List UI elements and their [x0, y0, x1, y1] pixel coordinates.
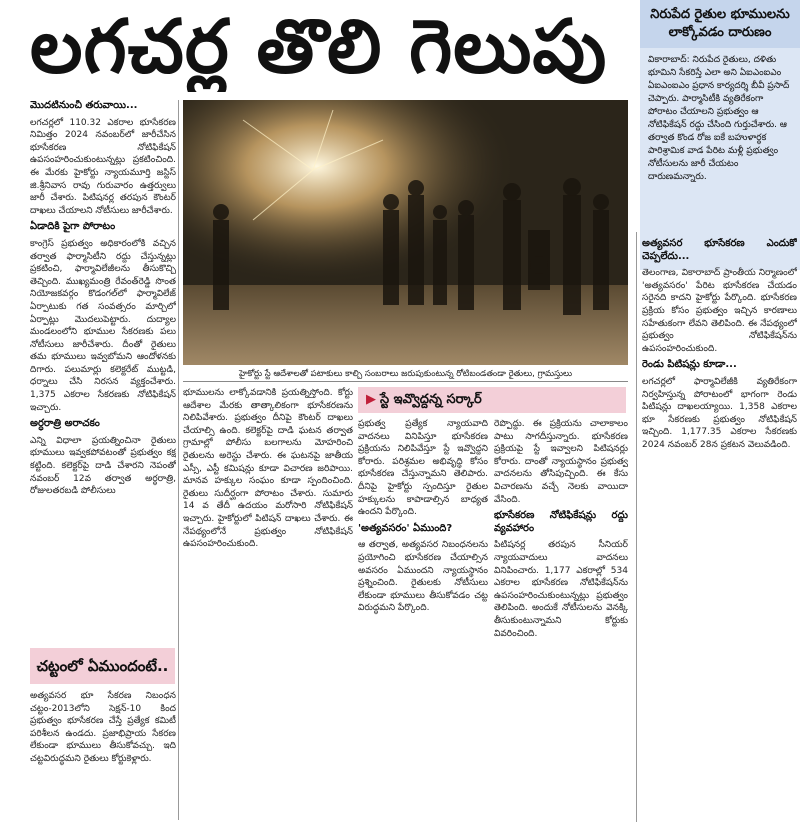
paragraph: ఎన్ని విధాలా ప్రయత్నించినా రైతులు భూములు ఇవ్వకపోవటంతో ప్రభుత్వం కక్ష కట్టింది. కలెక్టర్‌పై దాడి చేశారని నెపంతో నవంబర్ 12వ తర్వాత అర్ధరాత్రి, రోజులతరబడి పోలీసులు: [30, 435, 176, 497]
subheading: అత్యవసర భూసేకరణ ఎందుకో చెప్పలేదు...: [642, 238, 797, 262]
photo-illustration: [183, 100, 628, 365]
sidebar-box: [640, 0, 800, 270]
photo-caption: హైకోర్టు స్టే ఆదేశాలతో పటాకులు కాల్చి సంబరాలు జరుపుకుంటున్న రోటిబండతండా రైతులు, గ్రామస్తులు: [183, 367, 628, 382]
column-3: [358, 418, 488, 818]
paragraph: ఆ తర్వాత, అత్యవసర నిబంధనలను ప్రయోగించి భూసేకరణ చేయాల్సిన అవసరం ఏముందని న్యాయస్థానం ప్రశ్నించింది. రైతులకు నోటీసులు లేకుండా భూములు తీసుకోవడం చట్ట విరుద్ధమని పేర్కొంది.: [358, 540, 488, 614]
column-1: [30, 100, 176, 645]
paragraph: లగచర్లలో 110.32 ఎకరాల భూసేకరణ నిమిత్తం 2024 నవంబర్‌లో జారీచేసిన భూసేకరణ నోటిఫికేషన్ ఉపసంహరించుకుంటున్నట్లు ప్రకటించింది. ఈ మేరకు హైకోర్టు న్యాయమూర్తి జస్టిస్ జి.శ్రీనివాస రావు గురువారం ఉత్తర్వులు జారీ చేశారు. పిటిషనర్ల తరపున కౌంటర్ దాఖలు చేయాలని నోటీసులు జారీచేశారు.: [30, 117, 176, 216]
paragraph: రెప్పొద్దు. ఈ ప్రక్రియను చాలాకాలం పాటు సాగదీస్తున్నారు. భూసేకరణ ప్రక్రియపై స్టే ఇవ్వాలని పిటిషనర్లు కోరారు. దాంతో న్యాయస్థానం ప్రభుత్వ వాదనలను తోసిపుచ్చింది. ఈ కేసు విచారణను వచ్చే నెలకు వాయిదా వేసింది.: [494, 419, 628, 505]
column-4: [494, 418, 628, 818]
headline: లగచర్ల తొలి గెలుపు: [30, 4, 608, 90]
subheading: భూసేకరణ నోటిఫికేషన్లు రద్దు వ్యవహారం: [494, 510, 628, 534]
paragraph: తెలంగాణ, వికారాబాద్ ప్రాంతీయ నిర్మాణంలో 'అత్యవసరం' పేరిట భూసేకరణ చేయడం సరైనది కాదని హైకోర్టు పేర్కొంది. భూసేకరణ ప్రక్రియ కోసం ప్రభుత్వం ఇచ్చిన కారణాలు సహేతుకంగా లేవని తెలిపింది. ఈ నేపథ్యంలో ప్రభుత్వం నోటిఫికేషన్‌ను ఉపసంహరించుకుంది.: [642, 268, 797, 354]
column-5: [642, 238, 797, 823]
paragraph: ప్రభుత్వ ప్రత్యేక న్యాయవాది వాదనలు వినిపిస్తూ భూసేకరణ ప్రక్రియను నిలిపివేస్తూ స్టే ఇవ్వొద్దని కోరారు. పరిశ్రమల అభివృద్ధి కోసం భూసేకరణ చేస్తున్నామని తెలిపారు. దీనిపై హైకోర్టు స్పందిస్తూ రైతుల హక్కులను కాపాడాల్సిన బాధ్యత ఉందని పేర్కొంది.: [358, 419, 488, 518]
subheading: ఏడాదికి పైగా పోరాటం: [30, 221, 116, 233]
photo-fireworks: [183, 100, 628, 365]
subheading: అర్ధరాత్రి అరాచకం: [30, 418, 100, 430]
column-divider: [178, 100, 179, 820]
paragraph: లగచర్లలో ఫార్మావిలేజీకి వ్యతిరేకంగా నిర్వహిస్తున్న పోరాటంలో భాగంగా రెండు పిటిషన్లు దాఖలయ్యాయి. 1,358 ఎకరాల భూ సేకరణకు ప్రభుత్వం నోటిఫికేషన్ ఇచ్చింది. 1,177.35 ఎకరాల సేకరణకు 2024 నవంబర్ 28న ప్రకటన వెలువడింది.: [642, 376, 797, 450]
subheading: రెండు పిటిషన్లు కూడా...: [642, 359, 737, 371]
arrow-icon: ▶: [366, 392, 376, 407]
info-box-heading: చట్టంలో ఏముందంటే..: [30, 648, 175, 684]
inset-heading: ▶ స్టే ఇవ్వొద్దన్న సర్కార్: [358, 387, 626, 413]
column-divider: [636, 232, 637, 822]
paragraph: కాంగ్రెస్ ప్రభుత్వం అధికారంలోకి వచ్చిన తర్వాత ఫార్మాసిటీని రద్దు చేస్తున్నట్లు ప్రకటించి, ఫార్మావిలేజీలను తీసుకొచ్చి తెచ్చింది. ముఖ్యమంత్రి రేవంత్‌రెడ్డి సొంత నియోజకవర్గం కొడంగల్‌లో ఫార్మావిలేజ్ ఏర్పాటుకు గత సంవత్సరం మార్చిలో ఏర్పాట్లు మొదలుపెట్టారు. దుద్యాల మండలంలోని భూముల సేకరణకు పలు నోటీసులు జారీచేశారు. దీంతో రైతులు తమ భూములు ఇవ్వబోమని ఆందోళనకు దిగారు. పలుమార్లు కలెక్టరేట్ ముట్టడి, ధర్నాలు చేసి నిరసన వ్యక్తంచేశారు. 1,375 ఎకరాల సేకరణకు నోటిఫికేషన్ ఇచ్చారు.: [30, 238, 176, 413]
subheading: 'అత్యవసరం' ఏముంది?: [358, 522, 453, 534]
sidebar-box-title: నిరుపేద రైతుల భూములను లాక్కోవడం దారుణం: [640, 0, 800, 48]
kicker: మొదటినుంచీ తరువాయి...: [30, 100, 138, 111]
info-box-body: [30, 690, 176, 820]
column-2: [183, 387, 353, 822]
sidebar-box-body: వికారాబాద్: నిరుపేద రైతులు, దళితు భూమిని సేకరిస్తే ఎలా అని ఏఐఎంఐఎం ఏఐఎంఐఎం ప్రధాన కార్యదర్శి బీవీ ప్రసాద్ చెప్పారు. పార్మాసిటీకి వ్యతిరేకంగా పోరాటం చేయాలని ప్రభుత్వం ఆ నోటిఫికేషన్ రద్దు చేసింది గుర్తుచేశారు. ఆ తర్వాత కొండ రోజ ఐకే బహుళార్థక పారిశ్రామిక వాడ పేరిట మళ్లీ ప్రభుత్వం నోటీసులను జారీ చేయటం దారుణమన్నారు.: [648, 55, 790, 182]
paragraph: పిటిషనర్ల తరపున సీనియర్ న్యాయవాదులు వాదనలు వినిపించారు. 1,177 ఎకరాల్లో 534 ఎకరాల భూసేకరణ నోటిఫికేషన్‌ను ఉపసంహరించుకుంటున్నట్లు ప్రభుత్వం తెలిపింది. అందుకే నోటీసులను వెనక్కి తీసుకుంటున్నామని కోర్టుకు వివరించింది.: [494, 540, 628, 639]
paragraph: భూములను లాక్కోవడానికి ప్రయత్నిస్తోంది. కోర్టు ఆదేశాల మేరకు తాత్కాలికంగా భూసేకరణను నిలిపివేశారు. ప్రభుత్వం దీనిపై కౌంటర్ దాఖలు చేయాల్సి ఉంది. కలెక్టర్‌పై దాడి ఘటన తర్వాత గ్రామాల్లో పోలీసు బలగాలను మోహరించి రైతులను అరెస్టు చేశారు. ఈ ఘటనపై జాతీయ ఎస్సీ, ఎస్టీ కమిషన్లు కూడా విచారణ జరిపాయి. మానవ హక్కుల సంఘం కూడా స్పందించింది. రైతులు సుదీర్ఘంగా పోరాటం చేశారు. సుమారు 14 వ తేదీ ఉదయం మరోసారి నోటిఫికేషన్ ఇచ్చారు. హైకోర్టులో పిటిషన్ దాఖలు చేశారు. ఈ నేపథ్యంలోనే ప్రభుత్వం నోటిఫికేషన్ ఉపసంహరించుకుంది.: [183, 388, 353, 550]
paragraph: అత్యవసర భూ సేకరణ నిబంధన చట్టం-2013లోని సెక్షన్-10 కింద ప్రభుత్వం భూసేకరణ చేస్తే ప్రత్యేక కమిటీ పరిశీలన ఉండదు. ప్రజాభిప్రాయ సేకరణ లేకుండా భూములు తీసుకోవచ్చు. ఇది చట్టవిరుద్ధమని రైతులు కోర్టుకెళ్లారు.: [30, 691, 176, 764]
